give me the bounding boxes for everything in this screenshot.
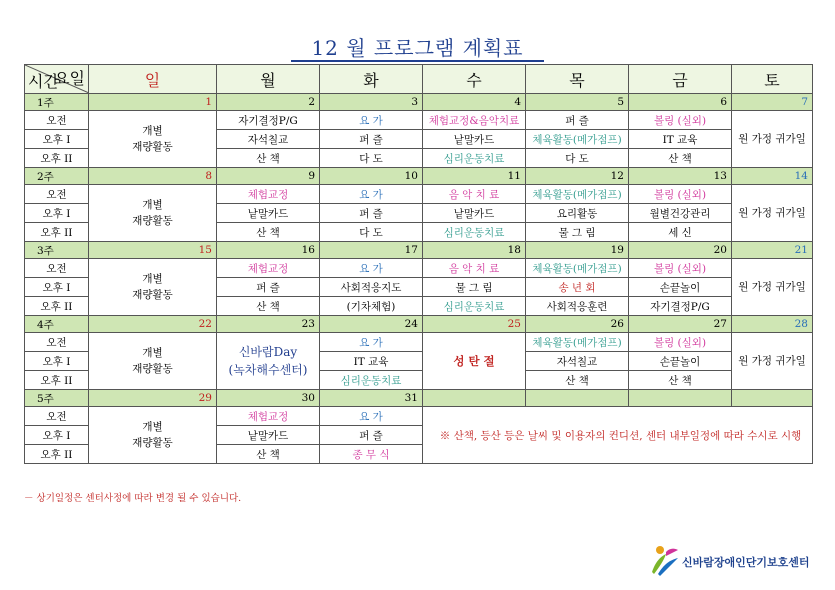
day-header: 화 <box>320 65 423 94</box>
schedule-cell: 심리운동치료 <box>423 149 526 168</box>
schedule-cell: 다 도 <box>526 149 629 168</box>
date-cell: 19 <box>526 242 629 259</box>
time-row <box>25 111 813 130</box>
date-cell: 12 <box>526 168 629 185</box>
schedule-cell: 심리운동치료 <box>423 223 526 242</box>
schedule-cell: 체육활동(메가점프) <box>526 333 629 352</box>
date-cell: 8 <box>89 168 217 185</box>
time-label: 오전 <box>25 333 89 352</box>
saturday-activity: 원 가정 귀가일 <box>732 259 813 316</box>
time-label: 오후 II <box>25 223 89 242</box>
schedule-cell: (기차체험) <box>320 297 423 316</box>
time-label: 오후 II <box>25 297 89 316</box>
schedule-cell: 볼링 (실외) <box>629 259 732 278</box>
schedule-cell: 퍼 즐 <box>320 204 423 223</box>
schedule-cell: 체험교정&음악치료 <box>423 111 526 130</box>
time-row <box>25 333 813 352</box>
schedule-cell: 송 년 회 <box>526 278 629 297</box>
schedule-cell: 요리활동 <box>526 204 629 223</box>
schedule-cell: 산 책 <box>217 445 320 464</box>
corner-time-label: 시간 <box>28 72 59 91</box>
schedule-cell: 체육활동(메가점프) <box>526 185 629 204</box>
date-cell: 16 <box>217 242 320 259</box>
schedule-cell: 산 책 <box>629 149 732 168</box>
date-cell: 9 <box>217 168 320 185</box>
schedule-cell: 볼링 (실외) <box>629 333 732 352</box>
schedule-cell: 사회적응훈련 <box>526 297 629 316</box>
day-header: 목 <box>526 65 629 94</box>
date-cell: 31 <box>320 390 423 407</box>
date-cell: 20 <box>629 242 732 259</box>
day-header: 일 <box>89 65 217 94</box>
outing-event: 신바람Day (녹차해수센터) <box>217 333 320 390</box>
date-cell: 27 <box>629 316 732 333</box>
schedule-cell: 요 가 <box>320 185 423 204</box>
time-label: 오전 <box>25 259 89 278</box>
corner-cell <box>25 65 89 94</box>
time-label: 오후 I <box>25 278 89 297</box>
time-label: 오전 <box>25 111 89 130</box>
date-cell: 28 <box>732 316 813 333</box>
schedule-cell: 낱말카드 <box>217 204 320 223</box>
date-cell: 1 <box>89 94 217 111</box>
week-row <box>25 94 813 111</box>
schedule-cell: 체육활동(메가점프) <box>526 259 629 278</box>
schedule-cell: 산 책 <box>526 371 629 390</box>
date-cell: 2 <box>217 94 320 111</box>
schedule-cell: 볼링 (실외) <box>629 185 732 204</box>
schedule-cell: 낱말카드 <box>423 130 526 149</box>
time-label: 오후 I <box>25 130 89 149</box>
schedule-cell: 요 가 <box>320 407 423 426</box>
time-row <box>25 407 813 426</box>
empty-cell <box>732 390 813 407</box>
date-cell: 21 <box>732 242 813 259</box>
holiday-cell: 성 탄 절 <box>423 333 526 390</box>
date-cell: 29 <box>89 390 217 407</box>
date-cell: 30 <box>217 390 320 407</box>
time-label: 오후 II <box>25 371 89 390</box>
schedule-cell: 퍼 즐 <box>217 278 320 297</box>
schedule-cell: 퍼 즐 <box>320 130 423 149</box>
sunday-activity: 개별 재량활동 <box>89 259 217 316</box>
date-cell: 22 <box>89 316 217 333</box>
schedule-cell: 물 그 림 <box>526 223 629 242</box>
schedule-cell: 심리운동치료 <box>320 371 423 390</box>
schedule-cell: 낱말카드 <box>423 204 526 223</box>
date-cell: 5 <box>526 94 629 111</box>
schedule-cell: 체험교정 <box>217 407 320 426</box>
schedule-cell: 세 신 <box>629 223 732 242</box>
schedule-cell: 체험교정 <box>217 259 320 278</box>
sunday-activity: 개별 재량활동 <box>89 111 217 168</box>
date-cell: 18 <box>423 242 526 259</box>
week-row <box>25 390 813 407</box>
week-label: 5주 <box>25 390 89 407</box>
schedule-cell: 자기결정P/G <box>217 111 320 130</box>
week-label: 4주 <box>25 316 89 333</box>
date-cell: 23 <box>217 316 320 333</box>
date-cell: 24 <box>320 316 423 333</box>
date-cell: 6 <box>629 94 732 111</box>
sunday-activity: 개별 재량활동 <box>89 407 217 464</box>
week-row <box>25 316 813 333</box>
time-label: 오후 II <box>25 149 89 168</box>
week-row <box>25 168 813 185</box>
saturday-activity: 원 가정 귀가일 <box>732 185 813 242</box>
schedule-cell: 산 책 <box>217 149 320 168</box>
schedule-cell: 산 책 <box>629 371 732 390</box>
schedule-cell: 산 책 <box>217 297 320 316</box>
schedule-cell: 자석칠교 <box>526 352 629 371</box>
schedule-cell: 음 악 치 료 <box>423 259 526 278</box>
schedule-cell: 손끝놀이 <box>629 352 732 371</box>
schedule-note: ※ 산책, 등산 등은 날씨 및 이용자의 컨디션, 센터 내부일정에 따라 수시로 시행 <box>423 407 813 464</box>
schedule-cell: 종 무 식 <box>320 445 423 464</box>
corner-day-label: 요일 <box>54 69 85 88</box>
time-label: 오후 I <box>25 352 89 371</box>
week-label: 3주 <box>25 242 89 259</box>
day-header: 금 <box>629 65 732 94</box>
page-title: 12 월 프로그램 계획표 <box>0 36 835 62</box>
center-name: 신바람장애인단기보호센터 <box>682 556 810 569</box>
schedule-cell: 월별건강관리 <box>629 204 732 223</box>
date-cell: 25 <box>423 316 526 333</box>
date-cell: 13 <box>629 168 732 185</box>
saturday-activity: 원 가정 귀가일 <box>732 333 813 390</box>
schedule-cell: 사회적응지도 <box>320 278 423 297</box>
empty-cell <box>423 390 526 407</box>
time-label: 오후 I <box>25 426 89 445</box>
date-cell: 3 <box>320 94 423 111</box>
sunday-activity: 개별 재량활동 <box>89 185 217 242</box>
schedule-cell: 낱말카드 <box>217 426 320 445</box>
saturday-activity: 원 가정 귀가일 <box>732 111 813 168</box>
date-cell: 17 <box>320 242 423 259</box>
schedule-cell: 음 악 치 료 <box>423 185 526 204</box>
sunday-activity: 개별 재량활동 <box>89 333 217 390</box>
schedule-cell: 요 가 <box>320 333 423 352</box>
day-header: 월 <box>217 65 320 94</box>
day-header: 토 <box>732 65 813 94</box>
schedule-cell: 다 도 <box>320 223 423 242</box>
day-header: 수 <box>423 65 526 94</box>
schedule-cell: 요 가 <box>320 111 423 130</box>
center-logo <box>648 542 818 578</box>
date-cell: 11 <box>423 168 526 185</box>
time-label: 오전 <box>25 185 89 204</box>
schedule-cell: 퍼 즐 <box>526 111 629 130</box>
time-label: 오후 I <box>25 204 89 223</box>
date-cell: 14 <box>732 168 813 185</box>
time-label: 오후 II <box>25 445 89 464</box>
schedule-cell: 자석칠교 <box>217 130 320 149</box>
date-cell: 26 <box>526 316 629 333</box>
week-label: 1주 <box>25 94 89 111</box>
schedule-table <box>24 64 813 464</box>
empty-cell <box>526 390 629 407</box>
time-row <box>25 259 813 278</box>
schedule-cell: 물 그 림 <box>423 278 526 297</box>
date-cell: 10 <box>320 168 423 185</box>
date-cell: 15 <box>89 242 217 259</box>
time-row <box>25 185 813 204</box>
schedule-cell: 산 책 <box>217 223 320 242</box>
time-label: 오전 <box>25 407 89 426</box>
footnote: － 상기일정은 센터사정에 따라 변경 될 수 있습니다. <box>24 493 242 504</box>
schedule-cell: 요 가 <box>320 259 423 278</box>
schedule-cell: 다 도 <box>320 149 423 168</box>
schedule-cell: 손끝놀이 <box>629 278 732 297</box>
schedule-cell: 체육활동(메가점프) <box>526 130 629 149</box>
schedule-cell: 심리운동치료 <box>423 297 526 316</box>
schedule-cell: IT 교육 <box>320 352 423 371</box>
week-row <box>25 242 813 259</box>
schedule-cell: 퍼 즐 <box>320 426 423 445</box>
schedule-cell: 자기결정P/G <box>629 297 732 316</box>
header-row <box>25 65 813 94</box>
logo-icon <box>648 542 682 578</box>
empty-cell <box>629 390 732 407</box>
schedule-cell: 볼링 (실외) <box>629 111 732 130</box>
schedule-cell: IT 교육 <box>629 130 732 149</box>
date-cell: 7 <box>732 94 813 111</box>
date-cell: 4 <box>423 94 526 111</box>
week-label: 2주 <box>25 168 89 185</box>
schedule-cell: 체험교정 <box>217 185 320 204</box>
